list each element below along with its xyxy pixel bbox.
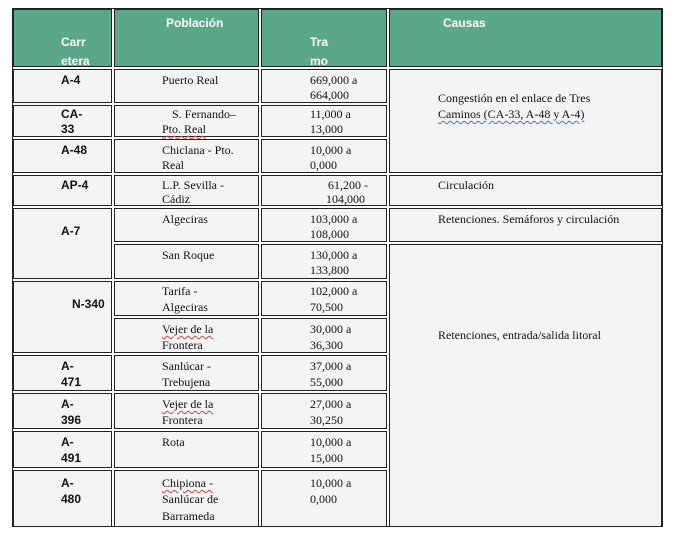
table-row-5-poblacion [114, 208, 259, 242]
causa-line2: Caminos (CA-33, A-48 y A-4) [438, 107, 585, 121]
carretera-line2: 480 [61, 492, 82, 506]
tramo-line2: 0,000 [310, 492, 337, 506]
table-row-1-carretera [13, 69, 112, 103]
tramo-line1: 10,000 a [310, 435, 352, 449]
carretera-label: N-340 [72, 297, 105, 311]
tramo-line1: 102,000 a [310, 284, 358, 298]
table-row-10-carretera [13, 393, 112, 429]
tramo-line1: 11,000 a [310, 107, 351, 121]
table-row-4-poblacion [114, 175, 259, 206]
causa-semaforos-cell [389, 208, 662, 242]
header-tramo-cell [261, 9, 387, 67]
carretera-line1: A- [61, 476, 74, 490]
poblacion-line2: Sanlúcar de [162, 492, 219, 506]
tramo-line2: 133,800 [310, 263, 349, 277]
table-row-7-tramo [261, 281, 387, 316]
table-row-4-tramo [261, 175, 387, 206]
table-row-10-poblacion [114, 393, 259, 429]
tramo-line1: 103,000 a [310, 212, 358, 226]
table-row-3-tramo [261, 139, 387, 173]
carretera-line2: 33 [61, 122, 75, 136]
poblacion-line1: Chipiona - [162, 476, 213, 490]
carretera-line2: 396 [61, 413, 82, 427]
poblacion-line1: Tarifa - [162, 284, 198, 298]
table-row-5-carretera [13, 208, 112, 279]
header-causas-cell [389, 9, 662, 67]
carretera-line1: A- [61, 397, 74, 411]
poblacion-label: Rota [162, 435, 185, 449]
poblacion-line1: S. Fernando– [172, 107, 236, 121]
tramo-line2: 30,250 [310, 413, 343, 427]
carretera-label: AP-4 [61, 178, 89, 192]
header-carretera-line2: etera [61, 54, 90, 68]
header-poblacion-cell [114, 9, 259, 67]
tramo-line1: 669,000 a [310, 73, 358, 87]
table-row-8-poblacion [114, 318, 259, 353]
table-row-1-poblacion [114, 69, 259, 103]
causa-litoral-cell [389, 244, 662, 527]
table-row-12-poblacion [114, 470, 259, 527]
table-row-11-tramo [261, 431, 387, 468]
tramo-line2: 15,000 [310, 451, 343, 465]
tramo-line2: 108,000 [310, 227, 349, 241]
table-row-12-tramo [261, 470, 387, 527]
poblacion-line2: Real [162, 158, 184, 172]
header-tramo-line1: Tra [310, 35, 329, 49]
causa-line1: Retenciones. Semáforos y circulación [438, 212, 620, 226]
causa-line1: Circulación [438, 178, 494, 192]
poblacion-line2: Algeciras [162, 300, 208, 314]
carretera-line1: A- [61, 435, 74, 449]
poblacion-line1: L.P. Sevilla - [162, 178, 224, 192]
table-row-6-poblacion [114, 244, 259, 279]
header-carretera-line1: Carr [61, 35, 86, 49]
tramo-line2: 664,000 [310, 88, 349, 102]
poblacion-line2: Frontera [162, 413, 203, 427]
tramo-line2: 104,000 [326, 192, 365, 206]
table-row-2-poblacion [114, 105, 259, 137]
tramo-line1: 30,000 a [310, 322, 352, 336]
poblacion-label: San Roque [162, 248, 215, 262]
table-row-12-carretera [13, 470, 112, 527]
table-row-8-tramo [261, 318, 387, 353]
tramo-line2: 13,000 [310, 122, 343, 136]
carretera-line2: 471 [61, 375, 82, 389]
causa-circulacion-cell [389, 175, 662, 206]
header-tramo-line2: mo [310, 54, 328, 68]
table-row-11-carretera [13, 431, 112, 468]
table-row-3-poblacion [114, 139, 259, 173]
poblacion-label: Algeciras [162, 212, 208, 226]
carretera-line1: CA- [61, 107, 83, 121]
tramo-line2: 55,000 [310, 375, 343, 389]
table-row-10-tramo [261, 393, 387, 429]
poblacion-line1: Chiclana - Pto. [162, 143, 234, 157]
carretera-label: A-4 [61, 73, 81, 87]
poblacion-line3: Barrameda [162, 509, 215, 523]
causa-line1: Retenciones, entrada/salida litoral [438, 328, 601, 342]
tramo-line2: 70,500 [310, 300, 343, 314]
table-row-2-tramo [261, 105, 387, 137]
tramo-line1: 10,000 a [310, 143, 352, 157]
table-row-11-poblacion [114, 431, 259, 468]
table-row-9-tramo [261, 355, 387, 391]
table-row-2-carretera [13, 105, 112, 137]
poblacion-line1: Sanlúcar - [162, 359, 211, 373]
header-causas: Causas [443, 16, 486, 30]
poblacion-line1: Vejer de la [162, 397, 214, 411]
table-row-6-tramo [261, 244, 387, 279]
causa-congestion-cell [389, 69, 662, 173]
poblacion-line2: Trebujena [162, 375, 211, 389]
tramo-line1: 61,200 - [328, 178, 368, 192]
poblacion-line2: Cádiz [162, 192, 190, 206]
causa-line1: Congestión en el enlace de Tres [438, 91, 591, 105]
poblacion-label: Puerto Real [162, 73, 219, 87]
poblacion-line2: Frontera [162, 338, 203, 352]
header-poblacion: Población [166, 16, 224, 30]
tramo-line1: 27,000 a [310, 397, 352, 411]
table-row-7-poblacion [114, 281, 259, 316]
poblacion-line2: Pto. Real [162, 122, 206, 136]
table-row-9-carretera [13, 355, 112, 391]
tramo-line2: 36,300 [310, 338, 343, 352]
tramo-line1: 37,000 a [310, 359, 352, 373]
table-row-1-tramo [261, 69, 387, 103]
table-row-7-carretera [13, 281, 112, 353]
carretera-line2: 491 [61, 451, 82, 465]
table-row-5-tramo [261, 208, 387, 242]
tramo-line1: 130,000 a [310, 248, 358, 262]
tramo-line1: 10,000 a [310, 476, 352, 490]
table-row-4-carretera [13, 175, 112, 206]
header-carretera-cell [13, 9, 112, 67]
carretera-label: A-7 [61, 224, 81, 238]
carretera-line1: A- [61, 359, 74, 373]
table-row-9-poblacion [114, 355, 259, 391]
poblacion-line1: Vejer de la [162, 322, 214, 336]
carretera-label: A-48 [61, 143, 88, 157]
tramo-line2: 0,000 [310, 158, 337, 172]
table-row-3-carretera [13, 139, 112, 173]
